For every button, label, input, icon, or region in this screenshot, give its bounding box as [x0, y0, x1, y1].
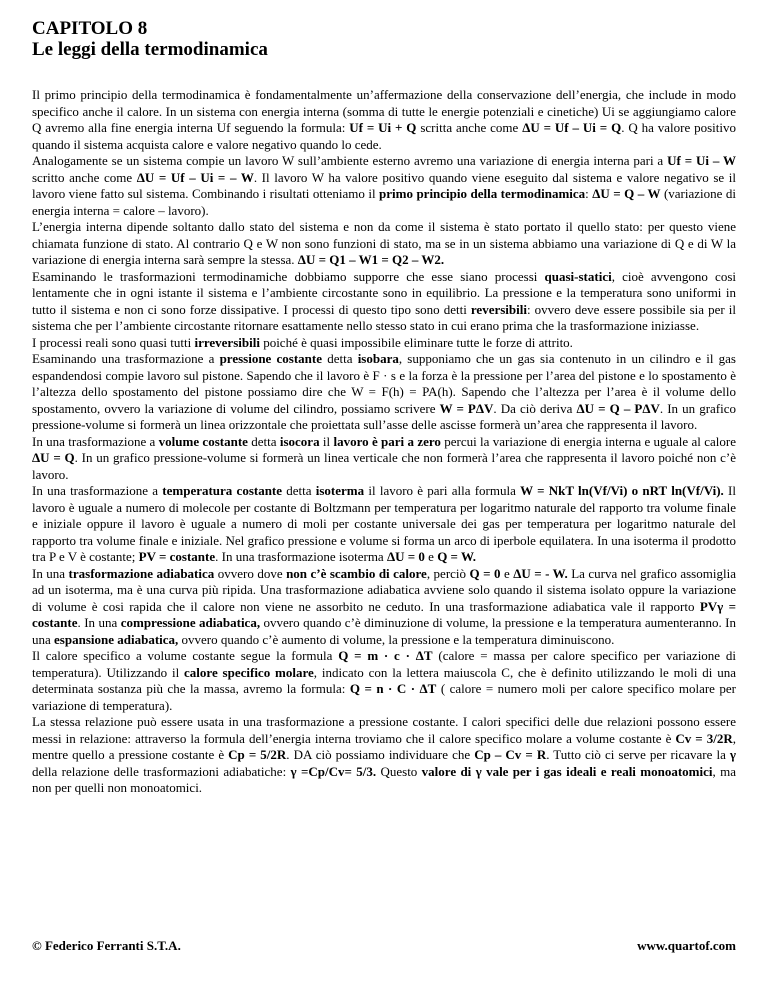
bold-text: ΔU = Q – W — [592, 186, 661, 201]
text-run: , perciò — [426, 565, 470, 581]
text-run: detta — [322, 351, 358, 366]
bold-text: calore specifico molare — [184, 664, 314, 680]
text-run: Esaminando una trasformazione a — [32, 351, 220, 366]
bold-text: ΔU = Q – PΔV — [576, 400, 660, 416]
text-run: poiché è quasi impossibile eliminare tutte le forze di attrito. — [259, 334, 573, 350]
bold-text: isoterma — [315, 483, 365, 498]
text-run: . Da ciò deriva — [493, 400, 577, 416]
bold-text: quasi-statici — [544, 268, 612, 284]
text-run: (calore = massa per calore specifico per variazione di temperatura). Utilizzando il — [32, 648, 736, 680]
text-run: scritto anche come — [32, 169, 137, 185]
text-run: Esaminando le trasformazioni termodinamiche dobbiamo supporre che esse siano processi — [32, 268, 545, 284]
website-link[interactable]: www.quartof.com — [637, 938, 736, 953]
bold-text: Q = m · c · ΔT — [338, 648, 433, 663]
text-run: scritta anche come — [416, 120, 523, 135]
paragraph — [32, 434, 736, 484]
bold-text: primo principio della termodinamica — [379, 186, 586, 201]
text-run: , indicato con la lettera maiuscola C, che è definito utilizzando le moli di una determinata sostanza più che la massa, avremo la formula: — [32, 664, 736, 696]
bold-text: PV = costante — [138, 549, 216, 564]
bold-text: W = NkT ln(Vf/Vi) o nRT ln(Vf/Vi). — [520, 483, 724, 498]
bold-text: valore di γ vale per i gas ideali e reali monoatomici — [421, 763, 713, 779]
text-run: La curva nel grafico assomiglia ad un isoterma, ma è una curva più ripida. Una trasformazione adiabatica avviene solo quando il sistema isolato oppure la variazione di volume è cosi rapida che il calore non viene ne assorbito ne ceduto. In una trasformazione adiabatica vale il rapporto — [32, 565, 736, 614]
text-run: . In un grafico pressione-volume si formerà un linea verticale che non formerà l’area che rappresenta il lavoro poiché non c’è lavoro. — [32, 450, 737, 482]
bold-text: ΔU = Uf – Ui = Q — [522, 120, 622, 135]
text-run: Questo — [376, 763, 422, 779]
text-run: In una trasformazione a — [32, 483, 163, 498]
bold-text: Cp – Cv = R — [474, 747, 547, 762]
body-text — [32, 87, 736, 797]
text-run: In una — [32, 565, 69, 581]
text-run: La stessa relazione può essere usata in una trasformazione a pressione costante. I calori specifici delle due relazioni possono essere messi in relazione: attraverso la formula dell’energia interna troviamo che il calore specifico molare a volume costante è — [32, 714, 736, 746]
text-run: ovvero quando c’è aumento di volume, la pressione e la temperatura diminuiscono. — [178, 631, 615, 647]
text-run: : — [585, 186, 593, 201]
text-run: il lavoro è pari alla formula — [364, 483, 521, 498]
text-run: il — [319, 433, 334, 449]
text-run: Analogamente se un sistema compie un lavoro W sull’ambiente esterno avremo una variazione di energia interna pari a — [32, 153, 668, 168]
copyright-notice: © Federico Ferranti S.T.A. — [32, 938, 181, 953]
text-run: , cioè avvengono cosi lentamente che in ogni istante il sistema e l’ambiente circostante sono in equilibrio. La pressione e la temperatura sono uniformi in tutto il sistema e non ci sono forze dissipative. I processi di questo tipo sono detti — [32, 268, 737, 317]
bold-text: Uf = Ui + Q — [349, 120, 417, 135]
bold-text: isocora — [279, 433, 320, 449]
text-run: ( calore = numero moli per calore specifico molare per variazione di temperatura). — [32, 681, 737, 713]
paragraph — [32, 648, 736, 714]
bold-text: compressione adiabatica, — [120, 615, 261, 630]
bold-text: W = PΔV — [439, 400, 494, 416]
bold-text: ΔU = - W. — [513, 565, 568, 581]
bold-text: ΔU = Q — [32, 450, 75, 465]
bold-text: ΔU = 0 — [386, 549, 425, 564]
text-run: L’energia interna dipende soltanto dallo stato del sistema e non da come il sistema è stato portato il quello stato: per questo viene chiamata funzione di stato. Al contrario Q e W non sono funzioni di stato, ma se in un sistema abbiamo una variazione di Q e di W la variazione di energia interna sarà sempre la stessa. — [32, 219, 736, 267]
bold-text: γ =Cp/Cv= 5/3. — [290, 763, 377, 779]
page-footer — [32, 938, 736, 954]
paragraph — [32, 566, 736, 649]
paragraph — [32, 153, 736, 219]
text-run: , ma non per quelli non monoatomici. — [32, 763, 736, 795]
text-run: (variazione di energia interna = calore – lavoro). — [32, 186, 737, 218]
chapter-label: CAPITOLO 8 — [32, 18, 148, 39]
text-run: . Il lavoro W ha valore positivo quando viene eseguito dal sistema e valore negativo se il lavoro viene fatto sul sistema. Combinando i risultati otteniamo il — [32, 169, 736, 201]
bold-text: Uf = Ui – W — [667, 153, 736, 168]
text-run: ovvero quando c’è diminuzione di volume, la pressione e la temperatura aumenteranno. In una — [32, 615, 736, 647]
text-run: Il primo principio della termodinamica è fondamentalmente un’affermazione della conservazione dell’energia, che include in modo specifico anche il calore. In un sistema con energia interna (somma di tutte le energie potenziali e cinetiche) Ui se aggiungiamo calore Q avremo alla fine energia interna Uf seguendo la formula: — [32, 87, 736, 135]
chapter-title: Le leggi della termodinamica — [32, 39, 268, 60]
text-run: e — [424, 549, 438, 564]
text-run: Il calore specifico a volume costante segue la formula — [32, 648, 339, 663]
bold-text: isobara — [357, 351, 399, 366]
bold-text: espansione adiabatica, — [54, 631, 179, 647]
bold-text: Cp = 5/2R — [228, 747, 287, 762]
bold-text: Q = 0 — [469, 565, 501, 581]
text-run: , mentre quello a pressione costante è — [32, 730, 737, 762]
paragraph — [32, 335, 736, 352]
text-run: ovvero dove — [214, 565, 287, 581]
text-run: , supponiamo che un gas sia contenuto in un cilindro e il gas espandendosi compie lavoro sul pistone. Sapendo che il lavoro è F · s e la forza è la pressione per l’area del pistone e lo spostamento è l’altezza dello spostamento del pistone possiamo dire che W = F(h) = PA(h). Sapendo che l’altezza per l’area è il volume dello spostamento, ovvero la variazione di volume del cilindro, possiamo scrivere — [32, 351, 736, 416]
paragraph — [32, 87, 736, 153]
text-run: detta — [247, 433, 280, 449]
text-run: . Q ha valore positivo quando il sistema acquista calore e valore negativo quando lo cede. — [32, 120, 737, 152]
text-run: della relazione delle trasformazioni adiabatiche: — [32, 763, 291, 779]
bold-text: temperatura costante — [162, 483, 283, 498]
text-run: . DA ciò possiamo individuare che — [286, 747, 475, 762]
paragraph — [32, 269, 736, 335]
bold-text: lavoro è pari a zero — [333, 433, 441, 449]
bold-text: Q = n · C · ΔT — [349, 681, 437, 696]
text-run: . In una — [77, 615, 121, 630]
text-run: percui la variazione di energia interna e uguale al calore — [440, 433, 736, 449]
paragraph — [32, 351, 736, 434]
text-run: . Tutto ciò ci serve per ricavare la — [546, 747, 730, 762]
text-run: I processi reali sono quasi tutti — [32, 334, 195, 350]
bold-text: γ — [729, 747, 736, 762]
bold-text: non c’è scambio di calore — [286, 565, 427, 581]
paragraph — [32, 714, 736, 797]
bold-text: Cv = 3/2R — [675, 730, 733, 746]
bold-text: reversibili — [470, 301, 527, 317]
bold-text: irreversibili — [194, 334, 260, 350]
bold-text: PVγ = costante — [32, 598, 736, 630]
paragraph — [32, 483, 736, 566]
text-run: In una trasformazione a — [32, 433, 159, 449]
bold-text: ΔU = Uf – Ui = – W — [136, 169, 254, 185]
bold-text: pressione costante — [219, 351, 323, 366]
bold-text: volume costante — [158, 433, 248, 449]
text-run: detta — [282, 483, 316, 498]
text-run: : ovvero deve essere possibile sia per il sistema che per l’ambiente circostante ritornare esattamente nello stesso stato in cui erano prima che la trasformazione iniziasse. — [32, 301, 737, 333]
text-run: Il lavoro è uguale a numero di molecole per costante di Boltzmann per temperatura per logaritmo naturale del rapporto tra volume finale e iniziale oppure il lavoro è uguale a numero di moli per costante universale dei gas per temperatura per logaritmo naturale del rapporto tra volume finale e iniziale. Nel grafico pressione e volume si forma un arco di iperbole equilatera. In una isoterma il prodotto tra P e V è costante; — [32, 483, 736, 564]
bold-text: trasformazione adiabatica — [68, 565, 215, 581]
text-run: . In una trasformazione isoterma — [215, 549, 387, 564]
paragraph — [32, 219, 736, 269]
text-run: e — [500, 565, 514, 581]
bold-text: Q = W. — [437, 549, 477, 564]
bold-text: ΔU = Q1 – W1 = Q2 – W2. — [297, 252, 445, 267]
text-run: . In un grafico pressione-volume si formerà un linea orizzontale che proiettata sull’asse delle ascisse formerà un’area che rappresenta il lavoro. — [32, 400, 737, 432]
